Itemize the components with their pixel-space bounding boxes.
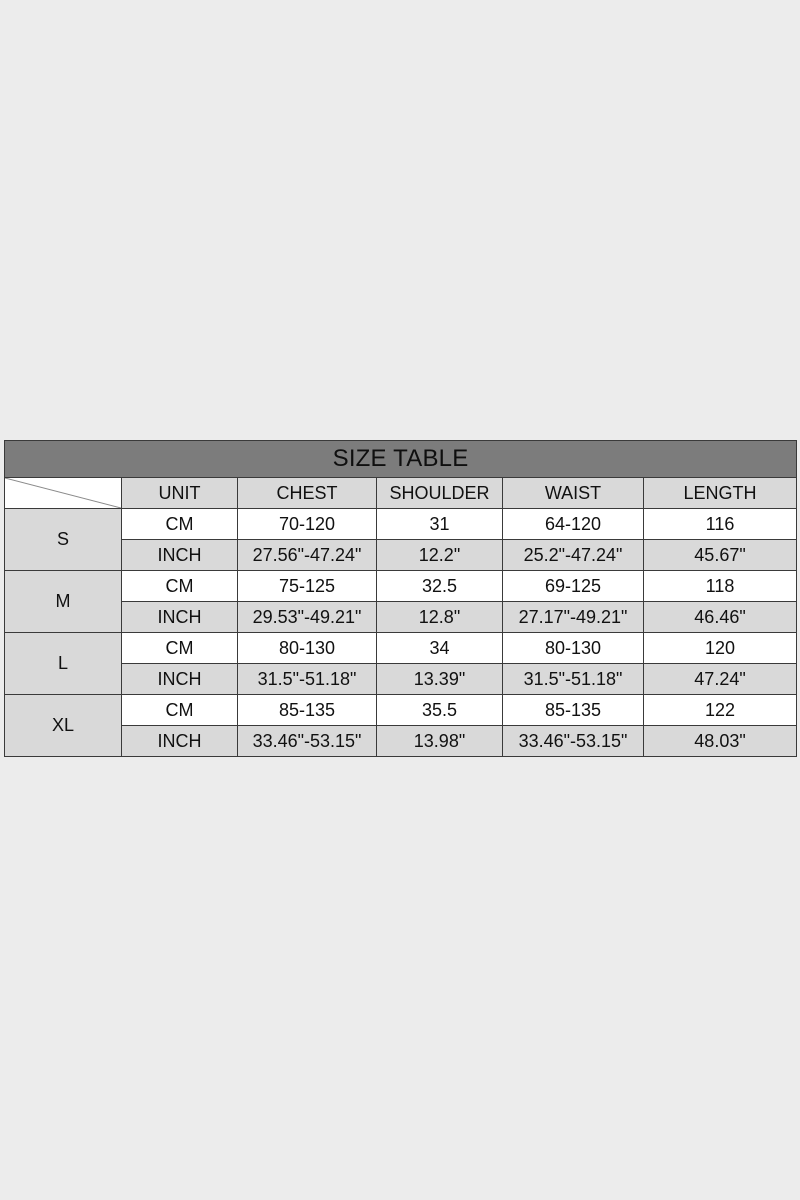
size-rows (5, 509, 797, 757)
cell-waist: 31.5"-51.18" (503, 664, 644, 695)
table-row (5, 695, 797, 726)
cell-chest: 33.46"-53.15" (238, 726, 377, 757)
cell-unit: INCH (122, 602, 238, 633)
cell-chest: 70-120 (238, 509, 377, 540)
header-shoulder: SHOULDER (377, 478, 503, 509)
corner-diagonal-cell (5, 478, 122, 509)
cell-shoulder: 32.5 (377, 571, 503, 602)
cell-length: 46.46" (644, 602, 797, 633)
header-row (5, 478, 797, 509)
cell-chest: 27.56"-47.24" (238, 540, 377, 571)
cell-chest: 80-130 (238, 633, 377, 664)
table-row (5, 664, 797, 695)
table-row (5, 571, 797, 602)
cell-length: 122 (644, 695, 797, 726)
cell-length: 48.03" (644, 726, 797, 757)
cell-waist: 80-130 (503, 633, 644, 664)
cell-shoulder: 12.2" (377, 540, 503, 571)
cell-waist: 25.2"-47.24" (503, 540, 644, 571)
cell-shoulder: 12.8" (377, 602, 503, 633)
cell-shoulder: 31 (377, 509, 503, 540)
cell-length: 116 (644, 509, 797, 540)
cell-unit: CM (122, 509, 238, 540)
cell-unit: INCH (122, 540, 238, 571)
table-row (5, 509, 797, 540)
table-row (5, 633, 797, 664)
header-waist: WAIST (503, 478, 644, 509)
cell-unit: INCH (122, 726, 238, 757)
header-length: LENGTH (644, 478, 797, 509)
cell-unit: CM (122, 695, 238, 726)
cell-length: 120 (644, 633, 797, 664)
cell-waist: 69-125 (503, 571, 644, 602)
table-row (5, 602, 797, 633)
cell-chest: 29.53"-49.21" (238, 602, 377, 633)
cell-chest: 75-125 (238, 571, 377, 602)
cell-chest: 31.5"-51.18" (238, 664, 377, 695)
cell-waist: 27.17"-49.21" (503, 602, 644, 633)
title-row (5, 441, 797, 478)
cell-length: 118 (644, 571, 797, 602)
cell-shoulder: 13.98" (377, 726, 503, 757)
size-label: L (5, 633, 122, 695)
table-row (5, 540, 797, 571)
cell-shoulder: 34 (377, 633, 503, 664)
table-title: SIZE TABLE (5, 441, 797, 478)
cell-unit: CM (122, 571, 238, 602)
cell-shoulder: 13.39" (377, 664, 503, 695)
header-unit: UNIT (122, 478, 238, 509)
size-label: M (5, 571, 122, 633)
cell-shoulder: 35.5 (377, 695, 503, 726)
cell-waist: 64-120 (503, 509, 644, 540)
cell-waist: 85-135 (503, 695, 644, 726)
cell-unit: INCH (122, 664, 238, 695)
cell-unit: CM (122, 633, 238, 664)
table-row (5, 726, 797, 757)
cell-chest: 85-135 (238, 695, 377, 726)
size-label: XL (5, 695, 122, 757)
header-chest: CHEST (238, 478, 377, 509)
size-table (4, 440, 797, 757)
size-label: S (5, 509, 122, 571)
cell-length: 47.24" (644, 664, 797, 695)
diagonal-line-icon (5, 478, 121, 508)
cell-waist: 33.46"-53.15" (503, 726, 644, 757)
cell-length: 45.67" (644, 540, 797, 571)
